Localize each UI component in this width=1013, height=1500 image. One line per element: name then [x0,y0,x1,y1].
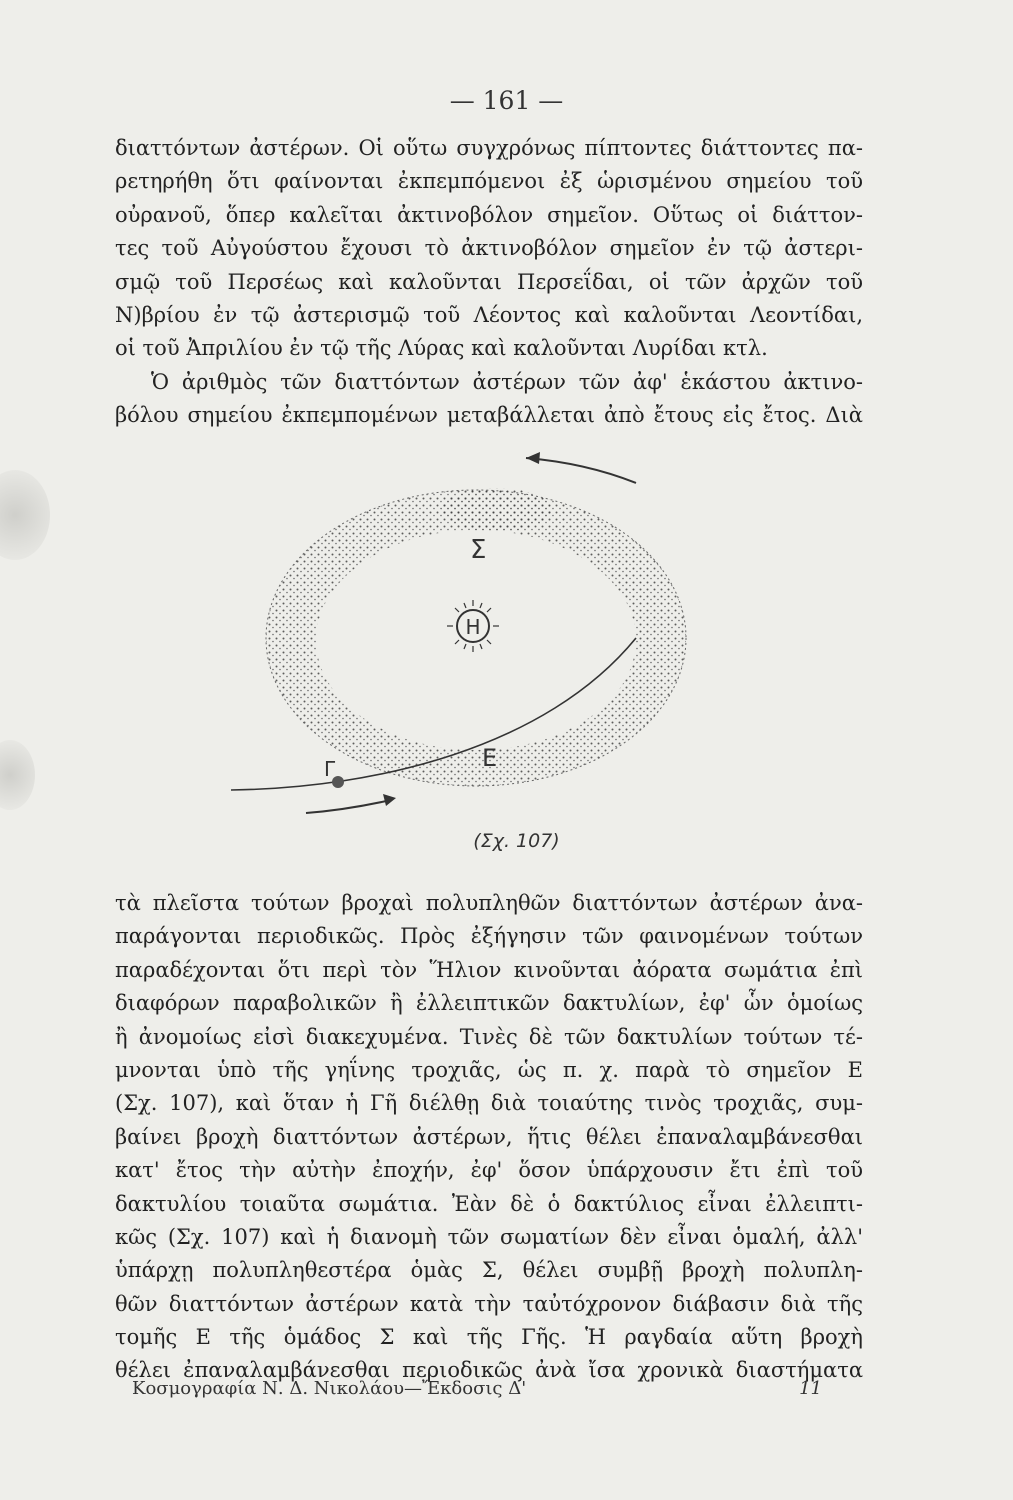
text-line: Ὁ ἀριθμὸς τῶν διαττόντων ἀστέρων τῶν ἀφ' ἑκάστου ἀκτινο- [151,369,863,394]
paragraph-bottom [115,887,863,1388]
paragraph-top [115,132,863,433]
text-line: τομῆς Ε τῆς ὁμάδος Σ καὶ τῆς Γῆς. Ἡ ραγδαία αὕτη βροχὴ [115,1325,863,1350]
paper-stain [0,470,50,560]
footer-book-title: Κοσμογραφία Ν. Δ. Νικολάου—Ἔκδοσις Δ' [132,1378,527,1399]
sun-label: Η [465,615,481,639]
text-line: παραδέχονται ὅτι περὶ τὸν Ἥλιον κινοῦνται ἀόρατα σωμάτια ἐπὶ [115,957,863,982]
text-line: ἢ ἀνομοίως εἰσὶ διακεχυμένα. Τινὲς δὲ τῶν δακτυλίων τούτων τέ- [115,1024,863,1049]
intersection-label: Ε [482,744,498,772]
text-line: ὑπάρχῃ πολυπληθεστέρα ὁμὰς Σ, θέλει συμβῇ βροχὴ πολυπλη- [115,1258,863,1283]
text-line: βαίνει βροχὴ διαττόντων ἀστέρων, ἥτις θέλει ἐπαναλαμβάνεσθαι [115,1124,863,1149]
text-line: διαφόρων παραβολικῶν ἢ ἐλλειπτικῶν δακτυλίων, ἐφ' ὧν ὁμοίως [115,991,863,1016]
text-line: (Σχ. 107), καὶ ὅταν ἡ Γῆ διέλθῃ διὰ τοιαύτης τινὸς τροχιᾶς, συμ- [115,1091,863,1116]
text-line: οἱ τοῦ Ἀπριλίου ἐν τῷ τῆς Λύρας καὶ καλοῦνται Λυρίδαι κτλ. [115,336,768,361]
text-line: τες τοῦ Αὐγούστου ἔχουσι τὸ ἀκτινοβόλον σημεῖον ἐν τῷ ἀστερι- [115,236,863,261]
text-line: οὐρανοῦ, ὅπερ καλεῖται ἀκτινοβόλον σημεῖον. Οὕτως οἱ διάττον- [115,202,863,227]
earth-label: Γ [324,757,336,781]
text-line: τὰ πλεῖστα τούτων βροχαὶ πολυπληθῶν διαττόντων ἀστέρων ἀνα- [115,891,863,915]
figure-caption: (Σχ. 107) [473,830,560,852]
text-line: σμῷ τοῦ Περσέως καὶ καλοῦνται Περσεΐδαι, οἱ τῶν ἀρχῶν τοῦ [115,269,863,294]
page-footer [132,1378,822,1399]
text-line: κῶς (Σχ. 107) καὶ ἡ διανομὴ τῶν σωματίων δὲν εἶναι ὁμαλή, ἀλλ' [115,1224,863,1249]
text-line: ρετηρήθη ὅτι φαίνονται ἐκπεμπόμενοι ἐξ ὡρισμένου σημείου τοῦ [115,169,863,194]
text-line: μνονται ὑπὸ τῆς γηΐνης τροχιᾶς, ὡς π. χ. παρὰ τὸ σημεῖον Ε [115,1057,863,1082]
cluster-label: Σ [470,535,487,565]
text-line: θῶν διαττόντων ἀστέρων κατὰ τὴν ταὐτόχρονον διάβασιν διὰ τῆς [115,1291,863,1316]
paper-stain [0,740,35,810]
footer-signature-number: 11 [799,1378,822,1399]
text-line: βόλου σημείου ἐκπεμπομένων μεταβάλλεται ἀπὸ ἔτους εἰς ἔτος. Διὰ [115,403,863,428]
meteor-ring-figure [226,448,766,828]
text-line: κατ' ἔτος τὴν αὐτὴν ἐποχήν, ἐφ' ὅσον ὑπάρχουσιν ἔτι ἐπὶ τοῦ [115,1158,863,1183]
page-number: — 161 — [449,86,564,115]
text-line: διαττόντων ἀστέρων. Οἱ οὕτω συγχρόνως πίπτοντες διάττοντες πα- [115,136,863,160]
text-line: θέλει ἐπαναλαμβάνεσθαι περιοδικῶς ἀνὰ ἴσα χρονικὰ διαστήματα [115,1358,863,1383]
text-line: δακτυλίου τοιαῦτα σωμάτια. Ἐὰν δὲ ὁ δακτύλιος εἶναι ἐλλειπτι- [115,1191,863,1216]
text-line: παράγονται περιοδικῶς. Πρὸς ἐξήγησιν τῶν φαινομένων τούτων [115,924,863,949]
meteor-cluster [441,488,551,532]
figure-drawing [226,448,766,828]
text-line: Ν)βρίου ἐν τῷ ἀστερισμῷ τοῦ Λέοντος καὶ καλοῦνται Λεοντίδαι, [115,302,863,327]
